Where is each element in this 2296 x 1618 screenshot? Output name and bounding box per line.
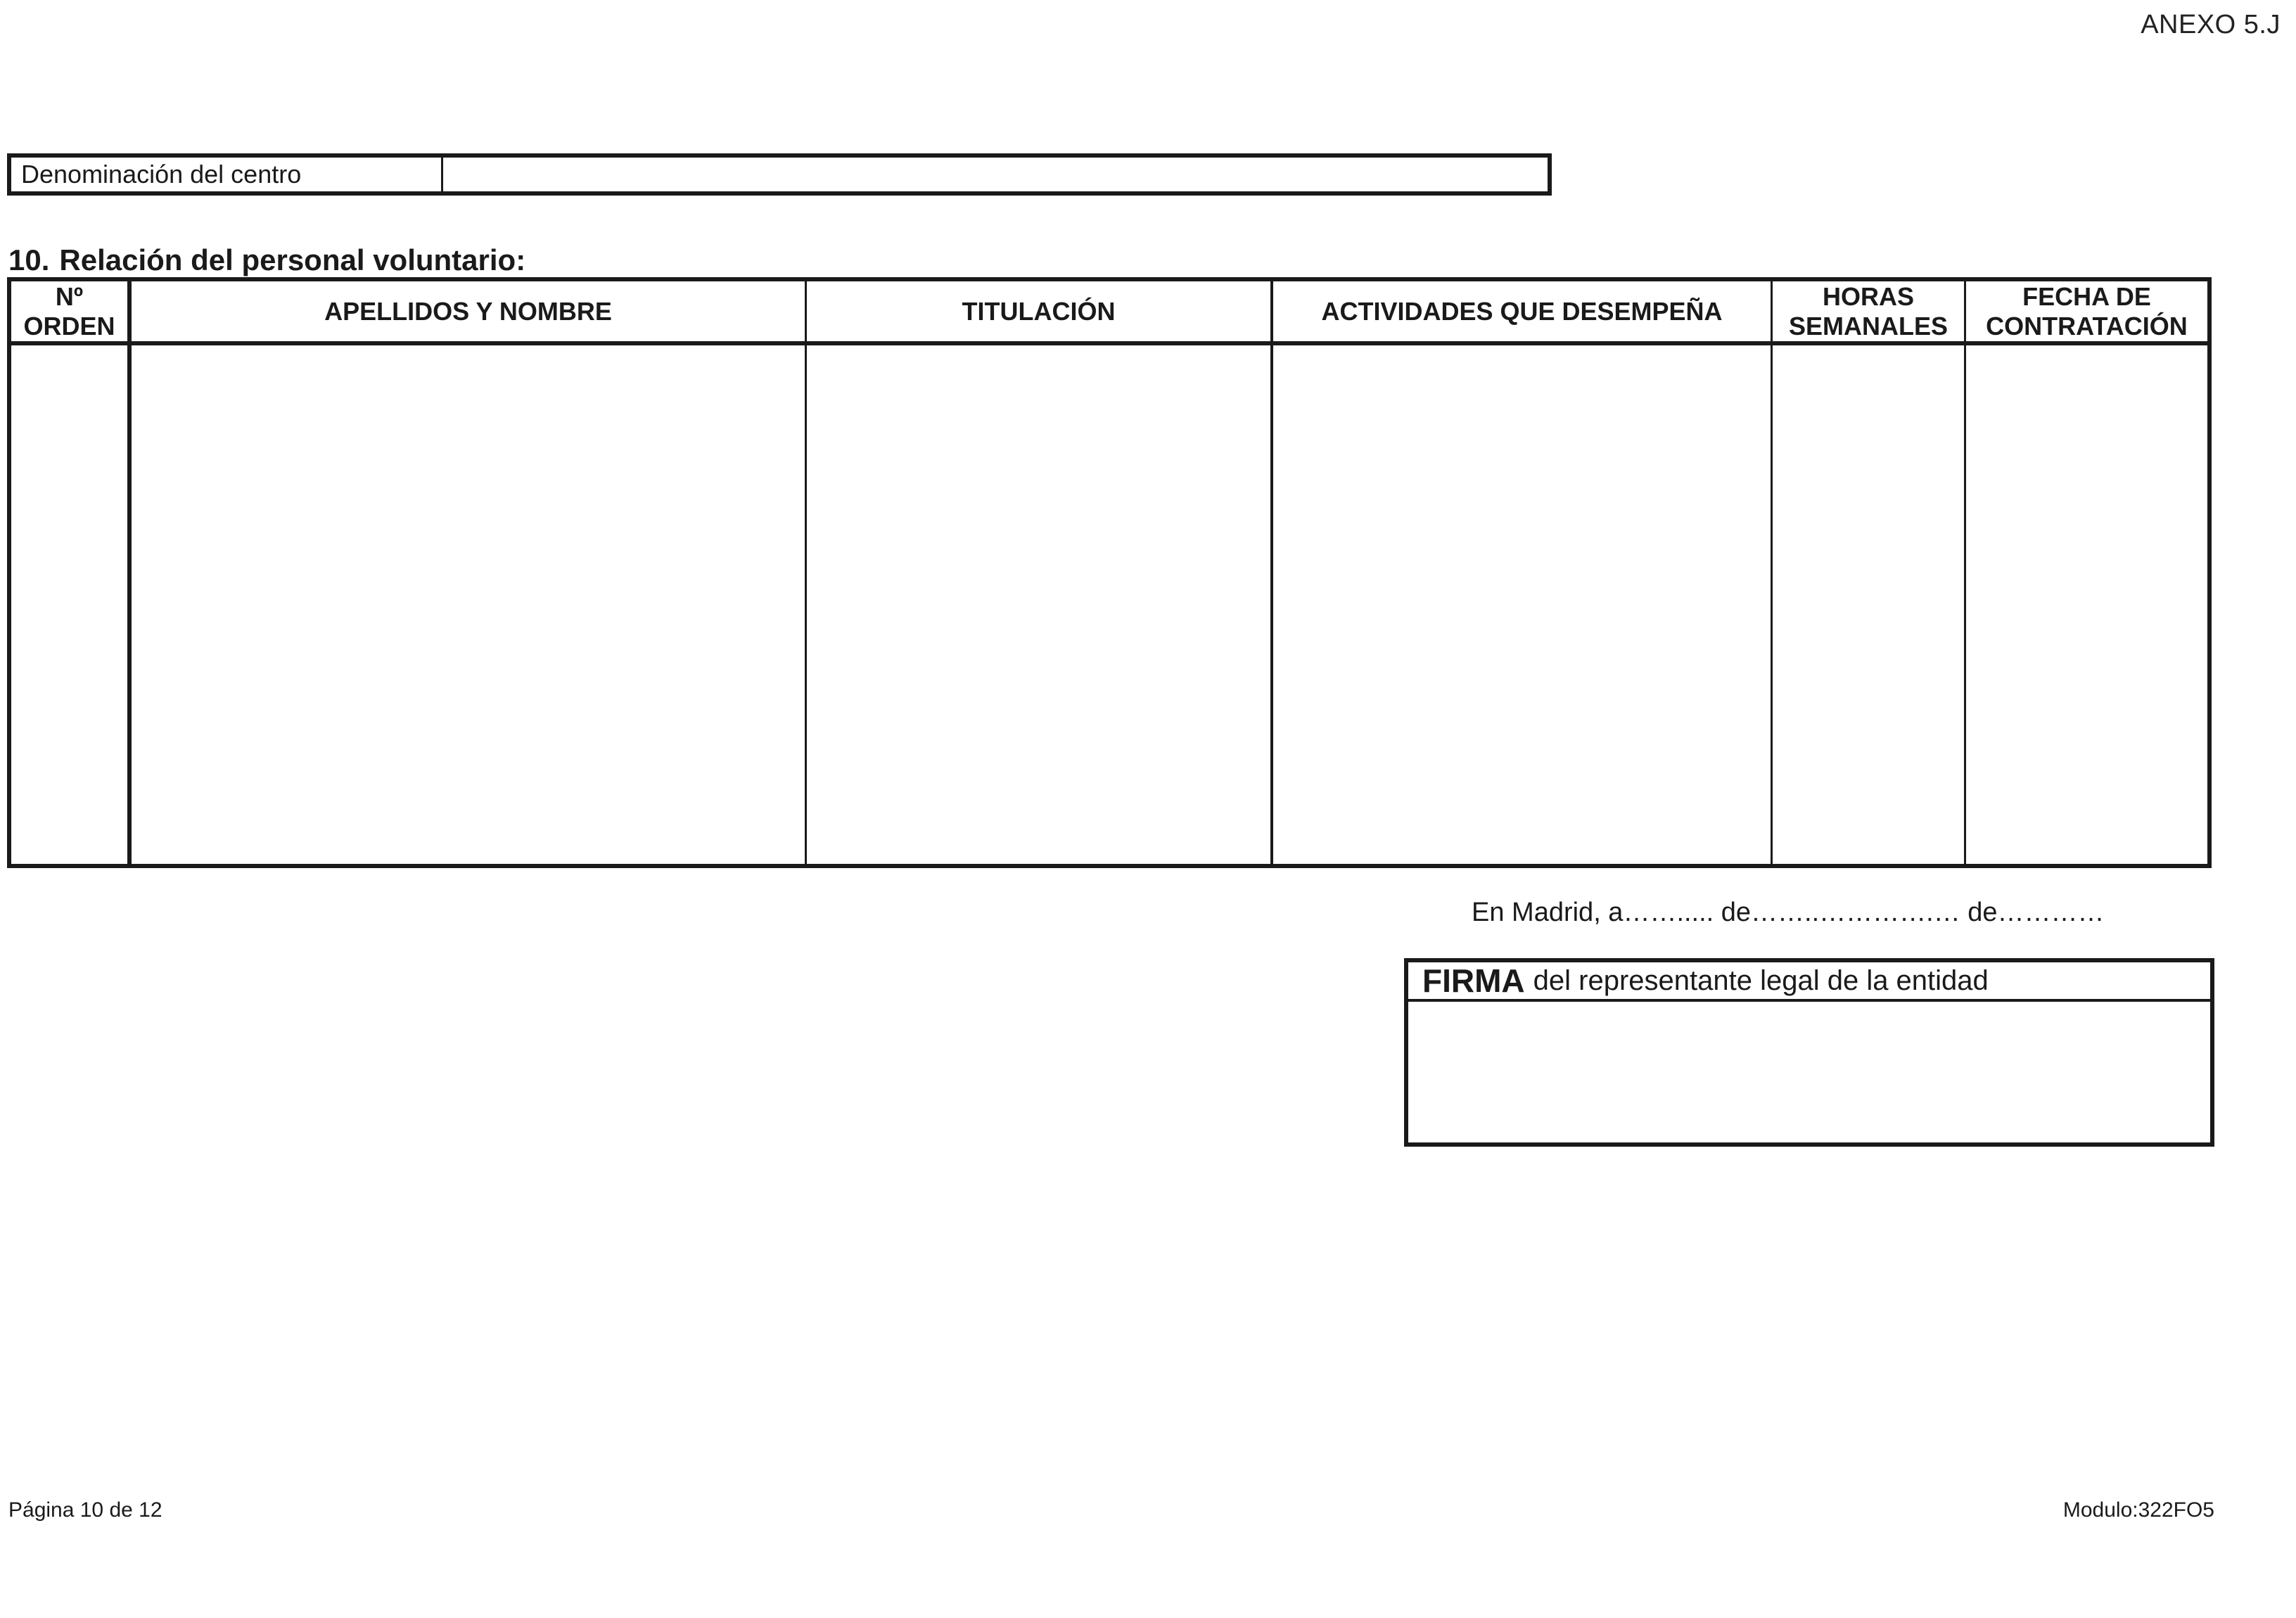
activities-cell[interactable] — [1273, 345, 1773, 864]
center-name-field — [7, 153, 1552, 196]
module-code: Modulo:322FO5 — [2062, 1498, 2214, 1522]
signature-box — [1404, 958, 2214, 1147]
table-body — [11, 345, 2207, 864]
weekly-hours-cell[interactable] — [1773, 345, 1966, 864]
section-number: 10. — [8, 243, 50, 276]
signature-caption: del representante legal de la entidad — [1533, 964, 1989, 996]
name-cell[interactable] — [132, 345, 807, 864]
table-header — [11, 281, 2207, 345]
page-number: Página 10 de 12 — [8, 1498, 162, 1522]
signature-area[interactable] — [1408, 1002, 2210, 1142]
signature-header — [1408, 962, 2210, 1002]
order-cell[interactable] — [11, 345, 132, 864]
degree-cell[interactable] — [807, 345, 1273, 864]
hire-date-cell[interactable] — [1966, 345, 2207, 864]
column-header-degree: TITULACIÓN — [807, 281, 1273, 341]
section-title — [8, 243, 525, 277]
column-header-hire-date: FECHA DE CONTRATACIÓN — [1986, 282, 2188, 340]
center-name-input[interactable] — [443, 158, 1548, 191]
volunteer-table — [7, 277, 2212, 868]
column-header-weekly-hours: HORAS SEMANALES — [1773, 281, 1966, 341]
section-title-text: Relación del personal voluntario: — [59, 243, 526, 276]
annex-label: ANEXO 5.J — [2141, 10, 2281, 39]
column-header-activities: ACTIVIDADES QUE DESEMPEÑA — [1273, 281, 1773, 341]
column-header-name: APELLIDOS Y NOMBRE — [132, 281, 807, 341]
signature-strong: FIRMA — [1422, 962, 1525, 999]
center-name-label: Denominación del centro — [11, 158, 443, 191]
column-header-order: Nº ORDEN — [11, 281, 132, 341]
date-place-line: En Madrid, a……..... de……..………….… de………… — [1472, 898, 2105, 927]
